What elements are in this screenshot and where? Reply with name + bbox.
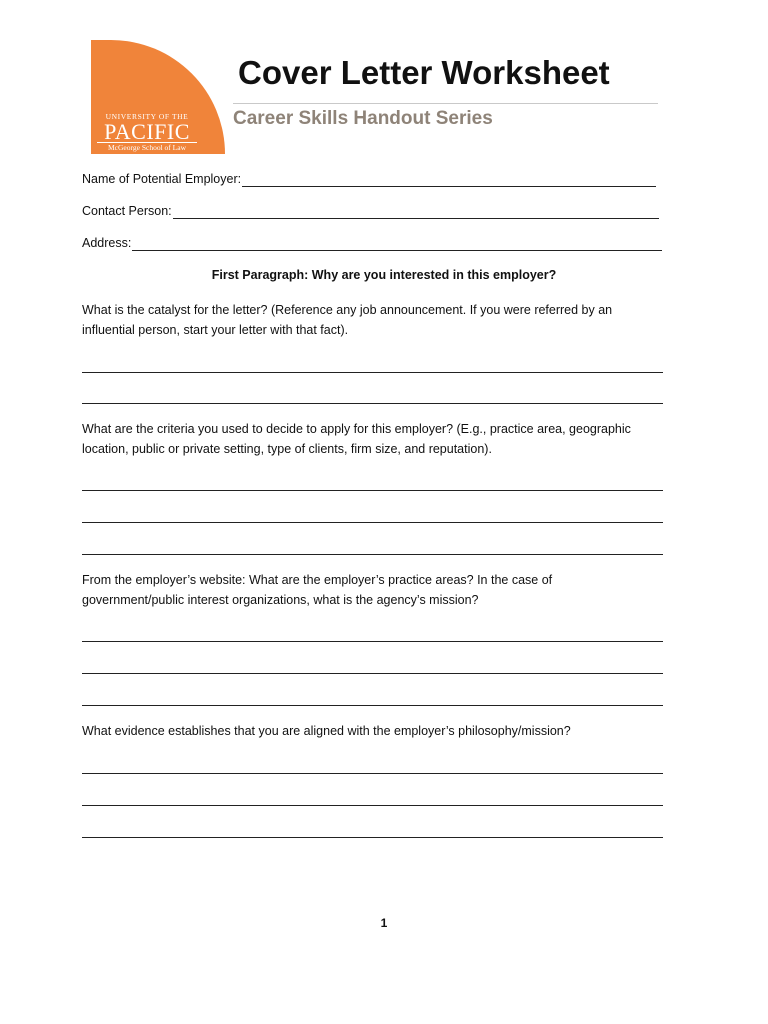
employer-name-blank[interactable]	[242, 174, 656, 187]
page-subtitle: Career Skills Handout Series	[233, 108, 493, 129]
question-line: influential person, start your letter with that fact).	[82, 323, 349, 337]
question-catalyst	[82, 300, 672, 340]
answer-line[interactable]	[82, 403, 663, 404]
answer-line[interactable]	[82, 673, 663, 674]
page-title: Cover Letter Worksheet	[238, 54, 610, 91]
employer-name-label: Name of Potential Employer:	[82, 172, 242, 186]
answer-line[interactable]	[82, 773, 663, 774]
question-line: What are the criteria you used to decide to apply for this employer? (E.g., practice area, geographic	[82, 422, 631, 436]
logo-school: McGeorge School of Law	[108, 143, 186, 152]
contact-person-label: Contact Person:	[82, 204, 172, 218]
question-line: What evidence establishes that you are aligned with the employer’s philosophy/mission?	[82, 724, 571, 738]
answer-line[interactable]	[82, 705, 663, 706]
question-line: What is the catalyst for the letter? (Reference any job announcement. If you were referred by an	[82, 303, 613, 317]
answer-line[interactable]	[82, 554, 663, 555]
answer-line[interactable]	[82, 490, 663, 491]
answer-line[interactable]	[82, 522, 663, 523]
logo-name: PACIFIC	[97, 121, 197, 143]
question-line: location, public or private setting, type of clients, firm size, and reputation).	[82, 442, 492, 456]
question-practice-areas	[82, 570, 672, 610]
answer-line[interactable]	[82, 372, 663, 373]
address-label: Address:	[82, 236, 132, 250]
address-field	[82, 236, 662, 251]
address-blank[interactable]	[132, 238, 662, 251]
answer-line[interactable]	[82, 805, 663, 806]
university-logo	[91, 40, 225, 154]
logo-university-line: UNIVERSITY OF THE	[105, 112, 189, 121]
question-criteria	[82, 419, 672, 459]
contact-person-blank[interactable]	[173, 206, 659, 219]
question-line: From the employer’s website: What are the employer’s practice areas? In the case of	[82, 573, 553, 587]
page-number: 1	[380, 916, 388, 930]
logo-text	[97, 112, 197, 153]
title-divider	[233, 103, 658, 104]
answer-line[interactable]	[82, 641, 663, 642]
question-alignment	[82, 721, 672, 741]
section-heading: First Paragraph: Why are you interested in this employer?	[211, 268, 557, 282]
employer-name-field	[82, 172, 656, 187]
answer-line[interactable]	[82, 837, 663, 838]
contact-person-field	[82, 204, 659, 219]
question-line: government/public interest organizations, what is the agency’s mission?	[82, 593, 479, 607]
